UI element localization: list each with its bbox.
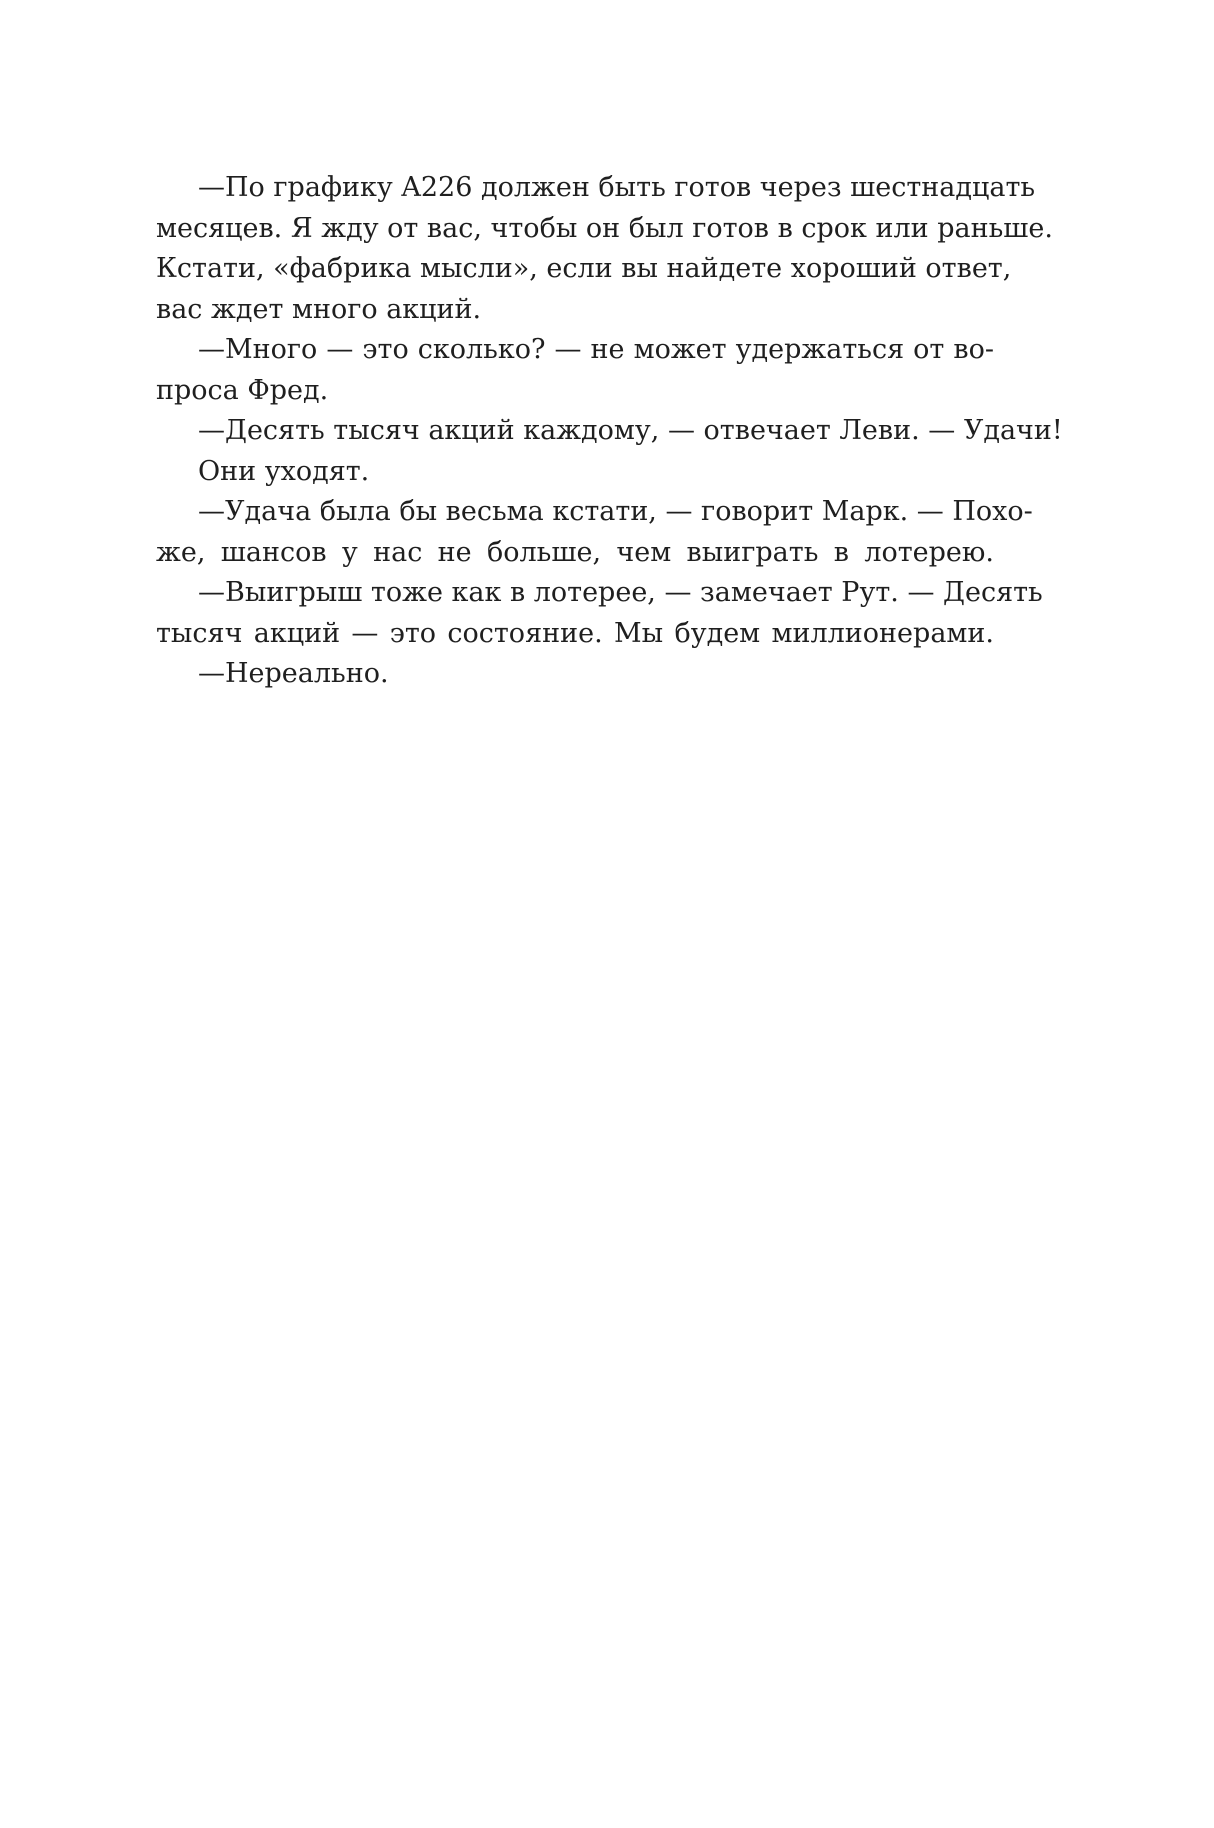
text-line: —Выигрыш тоже как в лотерее, — замечает Рут. — Десять: [198, 577, 1043, 608]
text-line: Кстати, «фабрика мысли», если вы найдете хороший ответ,: [156, 253, 1012, 284]
text-line: —Десять тысяч акций каждому, — отвечает Леви. — Удачи!: [198, 415, 1063, 446]
text-line: —Удача была бы весьма кстати, — говорит Марк. — Похо-: [198, 496, 1033, 527]
text-line: проса Фред.: [156, 374, 329, 406]
text-line: Они уходят.: [198, 455, 370, 487]
text-line: —Нереально.: [198, 658, 389, 689]
text-line: тысяч акций — это состояние. Мы будем миллионерами.: [156, 617, 994, 649]
text-line: —Много — это сколько? — не может удержаться от во-: [198, 334, 994, 365]
text-line: —По графику A226 должен быть готов через шестнадцать: [198, 172, 1036, 203]
text-line: же, шансов у нас не больше, чем выиграть в лотерею.: [156, 536, 994, 568]
text-line: месяцев. Я жду от вас, чтобы он был готов в срок или раньше.: [156, 212, 1053, 244]
body-text: [156, 168, 1063, 695]
text-line: вас ждет много акций.: [156, 293, 482, 325]
